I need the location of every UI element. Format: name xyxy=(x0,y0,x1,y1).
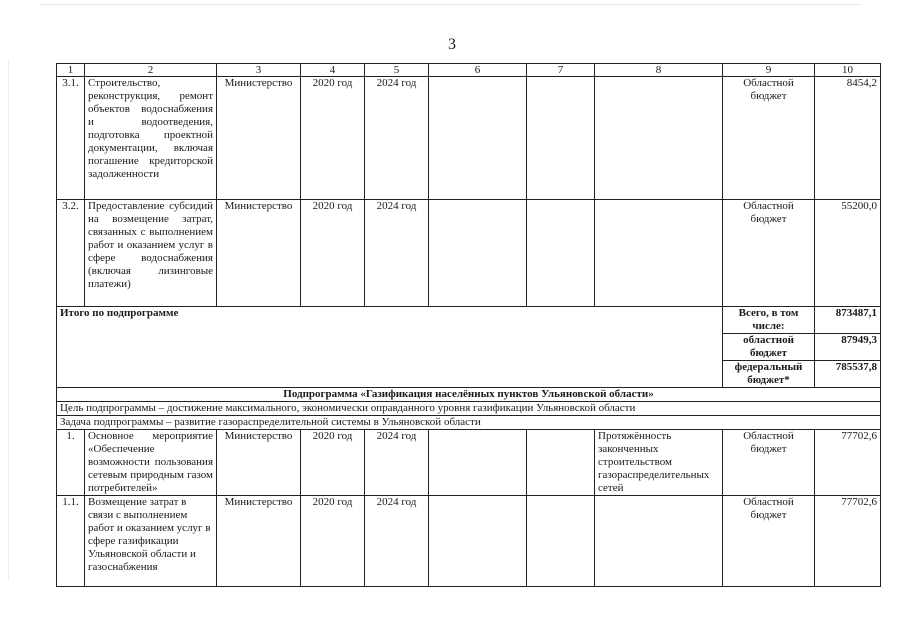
table-row xyxy=(57,200,881,307)
end-year: 2024 год xyxy=(365,77,429,200)
total-all-amount: 873487,1 xyxy=(815,307,881,334)
funding-source: Областной бюджет xyxy=(723,430,815,496)
column-number: 7 xyxy=(527,64,595,77)
row-number: 1. xyxy=(57,430,85,496)
funding-amount: 8454,2 xyxy=(815,77,881,200)
measure-name: Основное мероприятие «Обеспечение возможности пользования сетевым природным газом потребителей» xyxy=(85,430,217,496)
start-year: 2020 год xyxy=(301,430,365,496)
total-federal-amount: 785537,8 xyxy=(815,361,881,388)
row-number: 3.2. xyxy=(57,200,85,307)
column-number: 4 xyxy=(301,64,365,77)
cell-col6 xyxy=(429,200,527,307)
start-year: 2020 год xyxy=(301,496,365,587)
cell-col7 xyxy=(527,430,595,496)
funding-source: Областной бюджет xyxy=(723,200,815,307)
column-number: 3 xyxy=(217,64,301,77)
cell-col6 xyxy=(429,496,527,587)
table-row xyxy=(57,77,881,200)
column-number: 1 xyxy=(57,64,85,77)
cell-col8 xyxy=(595,200,723,307)
column-number: 6 xyxy=(429,64,527,77)
target-indicator: Протяжённость законченных строительством газораспределительных сетей xyxy=(595,430,723,496)
executor: Министерство xyxy=(217,200,301,307)
measure-name: Возмещение затрат в связи с выполнением работ и оказанием услуг в сфере газификации Ульяновской области и газоснабжения xyxy=(85,496,217,587)
funding-amount: 77702,6 xyxy=(815,430,881,496)
cell-col6 xyxy=(429,77,527,200)
executor: Министерство xyxy=(217,430,301,496)
table-row xyxy=(57,496,881,587)
total-regional-label: областной бюджет xyxy=(723,334,815,361)
subprogram-task: Задача подпрограммы – развитие газораспределительной системы в Ульяновской области xyxy=(57,416,881,430)
total-all-label: Всего, в том числе: xyxy=(723,307,815,334)
funding-source: Областной бюджет xyxy=(723,77,815,200)
cell-col6 xyxy=(429,430,527,496)
total-row xyxy=(57,307,881,334)
scan-edge-mark xyxy=(8,60,9,580)
end-year: 2024 год xyxy=(365,496,429,587)
column-number: 9 xyxy=(723,64,815,77)
subprogram-title-row xyxy=(57,388,881,402)
start-year: 2020 год xyxy=(301,200,365,307)
cell-col7 xyxy=(527,77,595,200)
scan-edge-mark xyxy=(40,4,860,5)
row-number: 1.1. xyxy=(57,496,85,587)
cell-col7 xyxy=(527,496,595,587)
column-number: 5 xyxy=(365,64,429,77)
end-year: 2024 год xyxy=(365,430,429,496)
subprogram-goal-row xyxy=(57,402,881,416)
executor: Министерство xyxy=(217,496,301,587)
column-number: 8 xyxy=(595,64,723,77)
start-year: 2020 год xyxy=(301,77,365,200)
cell-col8 xyxy=(595,77,723,200)
subprogram-title: Подпрограмма «Газификация населённых пунктов Ульяновской области» xyxy=(57,388,881,402)
column-number: 2 xyxy=(85,64,217,77)
row-number: 3.1. xyxy=(57,77,85,200)
funding-source: Областной бюджет xyxy=(723,496,815,587)
table-row xyxy=(57,430,881,496)
total-regional-amount: 87949,3 xyxy=(815,334,881,361)
total-label: Итого по подпрограмме xyxy=(57,307,723,388)
cell-col8 xyxy=(595,496,723,587)
cell-col7 xyxy=(527,200,595,307)
measure-name: Строительство, реконструкция, ремонт объектов водоснабжения и водоотведения, подготовка проектной документации, включая погашение кредиторской задолженности xyxy=(85,77,217,200)
total-federal-label: федеральный бюджет* xyxy=(723,361,815,388)
executor: Министерство xyxy=(217,77,301,200)
program-table xyxy=(56,63,881,587)
column-number-row xyxy=(57,64,881,77)
subprogram-goal: Цель подпрограммы – достижение максимального, экономически оправданного уровня газификации Ульяновской области xyxy=(57,402,881,416)
subprogram-task-row xyxy=(57,416,881,430)
page-number: 3 xyxy=(448,36,457,53)
funding-amount: 77702,6 xyxy=(815,496,881,587)
end-year: 2024 год xyxy=(365,200,429,307)
funding-amount: 55200,0 xyxy=(815,200,881,307)
measure-name: Предоставление субсидий на возмещение затрат, связанных с выполнением работ и оказанием услуг в сфере водоснабжения (включая лизинговые платежи) xyxy=(85,200,217,307)
column-number: 10 xyxy=(815,64,881,77)
